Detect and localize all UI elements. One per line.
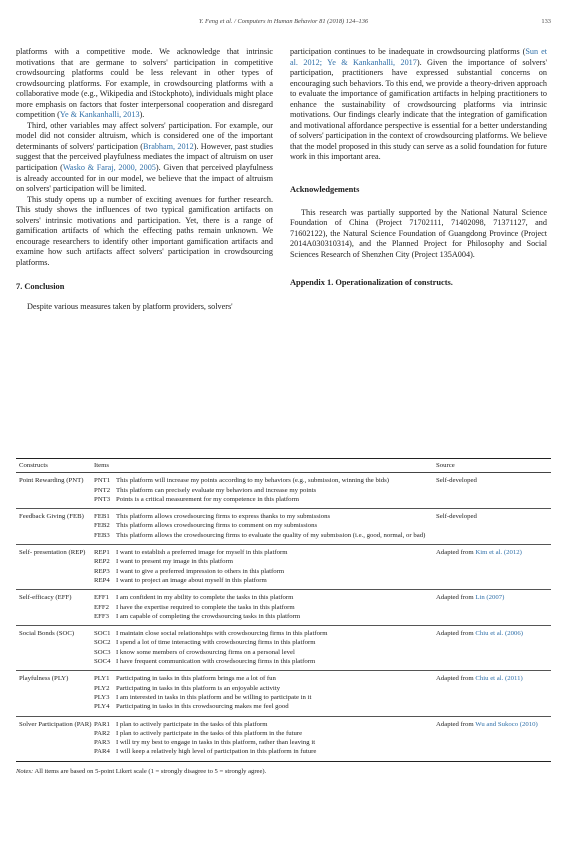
- item-code: EFF3: [94, 612, 110, 620]
- section-heading-conclusion: 7. Conclusion: [16, 282, 65, 292]
- text-run: ). Given that perceived playfulness is already accounted for in our model, we believe that the impact of altruism on solvers' participation will be limited.: [16, 163, 273, 194]
- item-line: [94, 495, 434, 504]
- item-text: I am interested in tasks in this platform and be willing to participate in it: [116, 693, 312, 701]
- paragraph: [290, 208, 547, 261]
- table-row: [16, 716, 551, 761]
- item-text: This platform allows the crowdsourcing firms to evaluate the quality of my submission (i.e., good, normal, or bad): [116, 531, 426, 539]
- item-code: SOC4: [94, 658, 111, 666]
- table-row: [16, 473, 551, 508]
- table-row: [16, 508, 551, 544]
- source-cell: [434, 671, 551, 715]
- left-column: [16, 47, 273, 313]
- item-text: I plan to actively participate in the tasks of this platform: [116, 720, 268, 728]
- item-code: SOC1: [94, 630, 111, 638]
- citation-link[interactable]: Lin (2007): [475, 594, 505, 602]
- item-code: REP1: [94, 549, 110, 557]
- item-text: This platform allows crowdsourcing firms to comment on my submissions: [116, 522, 318, 530]
- item-code: EFF1: [94, 594, 110, 602]
- item-text: I know some members of crowdsourcing firms on a personal level: [116, 648, 295, 656]
- items-cell: [94, 509, 434, 544]
- citation-link[interactable]: Chiu et al. (2006): [475, 630, 523, 638]
- header-constructs: Constructs: [19, 462, 48, 469]
- text-run: Self-developed: [436, 477, 477, 485]
- page-number: 133: [541, 18, 551, 25]
- items-cell: [94, 545, 434, 589]
- item-code: PNT2: [94, 486, 111, 494]
- item-text: This platform allows crowdsourcing firms to express thanks to my submissions: [116, 513, 331, 521]
- item-line: [94, 521, 434, 530]
- item-code: PLY4: [94, 703, 110, 711]
- item-text: I have the expertise required to complete the tasks in this platform: [116, 603, 295, 611]
- item-text: I want to present my image in this platform: [116, 558, 233, 566]
- item-line: [94, 548, 434, 557]
- text-run: Third, other variables may affect solvers' participation. For example, our model did not consider altruism, which is considered one of the important determinants of solvers' participation (: [16, 120, 273, 151]
- item-line: [94, 629, 434, 638]
- item-text: Participating in tasks in this platform is an enjoyable activity: [116, 684, 281, 692]
- citation-link[interactable]: Sun et al. 2012; Ye & Kankanhalli, 2017: [290, 47, 547, 67]
- item-line: [94, 702, 434, 711]
- table-header-row: [16, 458, 551, 473]
- paragraph: [16, 195, 273, 269]
- item-line: [94, 674, 434, 683]
- text-run: participation continues to be inadequate in crowdsourcing platforms (: [290, 47, 526, 56]
- citation-link[interactable]: Ye & Kankanhalli, 2013: [59, 110, 140, 120]
- item-text: I am confident in my ability to complete the tasks in this platform: [116, 594, 294, 602]
- item-text: Participating in tasks in this platform brings me a lot of fun: [116, 675, 276, 683]
- construct-cell: Playfulness (PLY): [19, 675, 69, 683]
- item-text: I have frequent communication with crowdsourcing firms in this platform: [116, 658, 316, 666]
- item-line: [94, 476, 434, 485]
- table-row: [16, 589, 551, 625]
- source-cell: [434, 473, 551, 508]
- paragraph: [16, 47, 273, 121]
- items-cell: [94, 473, 434, 508]
- item-code: PLY1: [94, 675, 110, 683]
- source-cell: [434, 509, 551, 544]
- appendix-heading: Appendix 1. Operationalization of constructs.: [290, 278, 453, 288]
- item-line: [94, 567, 434, 576]
- construct-cell: Self- presentation (REP): [19, 549, 86, 557]
- item-line: [94, 657, 434, 666]
- item-line: [94, 648, 434, 657]
- item-text: I spend a lot of time interacting with crowdsourcing firms in this platform: [116, 639, 316, 647]
- items-cell: [94, 626, 434, 670]
- text-run: Despite various measures taken by platform providers, solvers': [27, 302, 233, 312]
- item-code: PNT3: [94, 495, 111, 503]
- item-code: FEB1: [94, 513, 110, 521]
- text-run: Self-developed: [436, 513, 477, 521]
- item-line: [94, 531, 434, 540]
- table-body: [16, 473, 551, 760]
- item-text: I want to establish a preferred image for myself in this platform: [116, 549, 288, 557]
- text-run: This study opens up a number of exciting avenues for further research. This study shows the influences of two typical gamification artifacts on solvers' intrinsic motivations and participation. Yet, there is a range of gamification artifacts of which the effecting paths remain unknown. We encourage researchers to identify other important gamification artifacts and examine how such artifacts affect solvers' participation in crowdsourcing platforms.: [16, 194, 273, 267]
- header-items: Items: [94, 462, 109, 469]
- construct-cell: Point Rewarding (PNT): [19, 477, 84, 485]
- item-line: [94, 720, 434, 729]
- table-row: [16, 625, 551, 670]
- table-notes: [16, 767, 551, 776]
- item-text: I plan to actively participate in the tasks of this platform in the future: [116, 729, 303, 737]
- item-text: Points is a critical measurement for my competence in this platform: [116, 495, 299, 503]
- citation-link[interactable]: Brabham, 2012: [143, 141, 194, 151]
- item-line: [94, 729, 434, 738]
- source-cell: [434, 590, 551, 625]
- running-header: [16, 18, 551, 30]
- item-line: [94, 638, 434, 647]
- citation-link[interactable]: Wasko & Faraj, 2000, 2005: [62, 163, 156, 173]
- citation-link[interactable]: Wu and Sukoco (2010): [475, 720, 538, 728]
- journal-citation: Y. Feng et al. / Computers in Human Behavior 81 (2018) 124–136: [198, 18, 369, 25]
- text-run: Adapted from: [436, 720, 476, 728]
- section-heading-acknowledgements: Acknowledgements: [290, 185, 360, 195]
- item-code: SOC2: [94, 639, 111, 647]
- item-code: REP2: [94, 558, 110, 566]
- item-line: [94, 684, 434, 693]
- header-source: Source: [436, 462, 455, 469]
- text-run: Adapted from: [436, 594, 476, 602]
- text-run: This research was partially supported by the National Natural Science Foundation of China (Project 71702111, 71402098, 71371127, and 71602122), the Natural Science Foundation of Guangdong Province (Project 2014A030310314), and the Planned Project for Philosophy and Social Sciences Research of Shenzhen City (Project 135A004).: [290, 207, 547, 259]
- item-text: I want to give a preferred impression to others in this platform: [116, 567, 285, 575]
- item-code: REP4: [94, 576, 110, 584]
- items-cell: [94, 590, 434, 625]
- item-text: Participating in tasks in this crowdsourcing makes me feel good: [116, 703, 289, 711]
- text-run: ). However, past studies suggest that the perceived playfulness mediates the impact of altruism on user participation (: [16, 141, 274, 173]
- item-code: PAR1: [94, 720, 110, 728]
- text-run: ). Given the importance of solvers' participation, practitioners have expressed substantial concerns on encouraging such behaviors. To this end, we provide a theory-driven approach to evaluate the importance of gamification artifacts in helping practitioners to enhance the sustainability of crowdsourcing platforms via intrinsic motivations. Our findings clearly indicate that the integration of gamification and motivational affordance perspective is essential for a better understanding of solvers' participation in the context of crowdsourcing platforms. We believe that the model proposed in this study can serve as a solid foundation for future work in this important area.: [290, 57, 547, 162]
- paragraph: [290, 47, 547, 163]
- item-text: This platform can precisely evaluate my behaviors and increase my points: [116, 486, 317, 494]
- source-cell: [434, 626, 551, 670]
- item-line: [94, 512, 434, 521]
- construct-cell: Solver Participation (PAR): [19, 720, 92, 728]
- notes-label: Notes:: [16, 767, 34, 775]
- source-cell: [434, 545, 551, 589]
- item-text: I am capable of completing the crowdsourcing tasks in this platform: [116, 612, 301, 620]
- item-code: REP3: [94, 567, 110, 575]
- construct-cell: Feedback Giving (FEB): [19, 513, 84, 521]
- right-column: [290, 47, 547, 289]
- table-row: [16, 544, 551, 589]
- paragraph: [16, 121, 273, 195]
- item-code: PAR3: [94, 739, 110, 747]
- item-code: PNT1: [94, 477, 111, 485]
- item-text: I will keep a relatively high level of participation in this platform in future: [116, 748, 317, 756]
- item-text: I maintain close social relationships with crowdsourcing firms in this platform: [116, 630, 328, 638]
- notes-text: All items are based on 5-point Likert scale (1 = strongly disagree to 5 = strongly agree).: [33, 767, 267, 775]
- item-code: PAR2: [94, 729, 110, 737]
- citation-link[interactable]: Chiu et al. (2011): [475, 675, 523, 683]
- item-line: [94, 693, 434, 702]
- item-code: FEB2: [94, 522, 110, 530]
- item-line: [94, 486, 434, 495]
- item-code: PAR4: [94, 748, 110, 756]
- item-line: [94, 603, 434, 612]
- item-code: PLY2: [94, 684, 110, 692]
- construct-cell: Self-efficacy (EFF): [19, 594, 72, 602]
- item-text: I want to project an image about myself in this platform: [116, 576, 267, 584]
- text-run: ).: [139, 110, 145, 120]
- item-code: EFF2: [94, 603, 110, 611]
- source-cell: [434, 717, 551, 761]
- item-text: I will try my best to engage in tasks in this platform, rather than leaving it: [116, 739, 316, 747]
- item-line: [94, 557, 434, 566]
- text-run: Adapted from: [436, 549, 476, 557]
- table-bottom-rule: [16, 761, 551, 762]
- text-run: platforms with a competitive mode. We acknowledge that intrinsic motivations that are germane to solvers' participation in competitive crowdsourcing platforms could be less relevant in other types of crowdsourcing platforms. For example, in crowdsourcing platforms with a collaborative mode (e.g., Wikipedia and iStockphoto), individuals might place more emphasis on factors that foster interpersonal cooperation and disregard competition (: [16, 47, 273, 120]
- item-line: [94, 612, 434, 621]
- item-line: [94, 738, 434, 747]
- items-cell: [94, 671, 434, 715]
- paragraph: [16, 302, 273, 313]
- item-code: SOC3: [94, 648, 111, 656]
- item-text: This platform will increase my points according to my behaviors (e.g., submission, winning the bids): [116, 477, 389, 485]
- item-line: [94, 576, 434, 585]
- citation-link[interactable]: Kim et al. (2012): [475, 549, 522, 557]
- constructs-table: [16, 458, 551, 776]
- construct-cell: Social Bonds (SOC): [19, 630, 75, 638]
- text-run: Adapted from: [436, 675, 476, 683]
- items-cell: [94, 717, 434, 761]
- item-line: [94, 747, 434, 756]
- text-run: Adapted from: [436, 630, 476, 638]
- item-line: [94, 593, 434, 602]
- table-row: [16, 670, 551, 715]
- item-code: FEB3: [94, 531, 110, 539]
- item-code: PLY3: [94, 693, 110, 701]
